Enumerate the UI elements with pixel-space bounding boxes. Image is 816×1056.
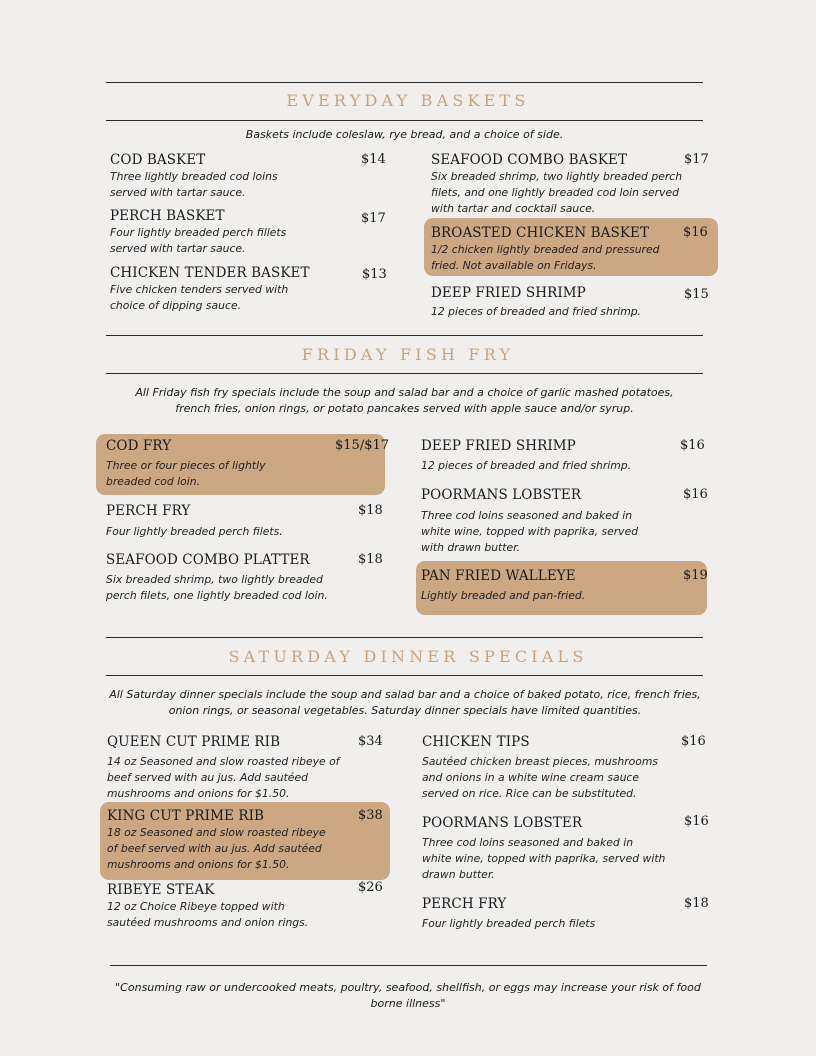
menu-item-broasted-chicken-basket [431,224,706,274]
menu-item-deep-fried-shrimp-friday [421,437,706,474]
item-description: Three cod loins seasoned and baked in white wine, topped with paprika, served with drawn butter. [421,509,639,554]
item-name: SEAFOOD COMBO BASKET [431,152,628,168]
item-name: QUEEN CUT PRIME RIB [107,734,281,750]
menu-item-perch-fry [106,502,383,540]
friday-intro: All Friday fish fry specials include the soup and salad bar and a choice of garlic mashed potatoes, french fries, onion rings, or potato pancakes served with apple sauce and/or syrup. [135,386,674,415]
menu-item-seafood-combo-basket [431,151,709,217]
item-price: $16 [683,225,708,240]
item-description: Sautéed chicken breast pieces, mushrooms and onions in a white wine cream sauce served on rice. Rice can be substituted. [422,755,659,800]
item-description: 14 oz Seasoned and slow roasted ribeye of beef served with au jus. Add sautéed mushrooms and onions for $1.50. [107,755,340,800]
item-description: Six breaded shrimp, two lightly breaded perch filets, and one lightly breaded cod loin served with tartar and cocktail sauce. [431,170,683,215]
menu-item-cod-fry [106,437,390,490]
item-name: PERCH FRY [106,503,191,519]
item-price: $15/$17 [335,438,390,453]
menu-item-king-cut-prime-rib [107,807,381,873]
menu-item-queen-cut-prime-rib [107,733,381,802]
item-name: RIBEYE STEAK [107,882,215,898]
item-name: PERCH FRY [422,896,507,912]
everyday-section-title: EVERYDAY BASKETS [286,91,530,110]
item-description: 18 oz Seasoned and slow roasted ribeye of beef served with au jus. Add sautéed mushrooms and onions for $1.50. [107,826,326,871]
friday-top-divider [106,335,703,336]
saturday-top-divider [106,637,703,638]
item-name: DEEP FRIED SHRIMP [421,438,576,454]
item-description: Three lightly breaded cod loins served with tartar sauce. [110,170,278,199]
menu-item-chicken-tender-basket [110,264,387,314]
saturday-intro: All Saturday dinner specials include the soup and salad bar and a choice of baked potato, rice, french fries, onion rings, or seasonal vegetables. Saturday dinner specials have limited quantities. [109,688,701,717]
item-description: 12 pieces of breaded and fried shrimp. [421,459,632,472]
item-description: Five chicken tenders served with choice of dipping sauce. [110,283,289,312]
food-safety-disclaimer: "Consuming raw or undercooked meats, poultry, seafood, shellfish, or eggs may increase your risk of food borne illness" [115,981,701,1010]
menu-item-chicken-tips [422,733,706,802]
menu-item-poormans-lobster-friday [421,486,706,556]
item-name: COD BASKET [110,152,206,168]
menu-item-perch-fry-saturday [422,895,709,932]
menu-item-perch-basket [110,207,386,257]
item-description: Three or four pieces of lightly breaded cod loin. [106,459,266,488]
saturday-section-title: SATURDAY DINNER SPECIALS [228,647,588,666]
footer-divider [110,965,707,966]
item-price: $14 [361,152,386,167]
item-price: $38 [358,808,383,823]
item-description: 12 pieces of breaded and fried shrimp. [431,305,642,318]
friday-title-divider [106,373,703,374]
item-price: $16 [680,438,705,453]
item-price: $17 [684,152,709,167]
item-description: Four lightly breaded perch fillets served with tartar sauce. [110,226,287,255]
saturday-title-divider [106,675,703,676]
item-name: DEEP FRIED SHRIMP [431,285,586,301]
friday-section-title: FRIDAY FISH FRY [301,345,515,364]
item-price: $15 [684,287,709,302]
item-price: $16 [681,734,706,749]
everyday-title-divider [106,120,703,121]
item-name: COD FRY [106,438,172,454]
item-price: $26 [358,880,383,895]
item-name: PAN FRIED WALLEYE [421,568,576,584]
item-price: $34 [358,734,383,749]
item-name: POORMANS LOBSTER [422,815,583,831]
menu-item-seafood-combo-platter [106,551,383,604]
item-price: $18 [358,552,383,567]
item-name: SEAFOOD COMBO PLATTER [106,552,310,568]
item-price: $17 [361,211,386,226]
item-price: $19 [683,568,708,583]
item-name: POORMANS LOBSTER [421,487,582,503]
menu-item-pan-fried-walleye [421,567,706,604]
item-name: CHICKEN TIPS [422,734,530,750]
item-description: Lightly breaded and pan-fried. [421,589,586,602]
item-name: CHICKEN TENDER BASKET [110,265,310,281]
item-price: $18 [684,896,709,911]
menu-item-ribeye-steak [107,881,381,931]
item-description: Six breaded shrimp, two lightly breaded perch filets, one lightly breaded cod loin. [106,573,328,602]
top-divider [106,82,703,83]
item-description: Four lightly breaded perch filets [422,917,596,930]
menu-item-poormans-lobster-saturday [422,814,709,883]
item-price: $16 [684,814,709,829]
item-price: $16 [683,487,708,502]
everyday-intro: Baskets include coleslaw, rye bread, and a choice of side. [245,128,564,141]
item-name: PERCH BASKET [110,208,225,224]
item-description: Three cod loins seasoned and baked in white wine, topped with paprika, served with drawn butter. [422,836,666,881]
item-price: $18 [358,503,383,518]
item-description: Four lightly breaded perch filets. [106,525,283,538]
item-price: $13 [362,267,387,282]
menu-item-cod-basket [110,151,386,201]
item-name: BROASTED CHICKEN BASKET [431,225,650,241]
item-description: 1/2 chicken lightly breaded and pressured fried. Not available on Fridays. [431,243,660,272]
item-description: 12 oz Choice Ribeye topped with sautéed mushrooms and onion rings. [107,900,309,929]
menu-item-deep-fried-shrimp [431,284,709,320]
item-name: KING CUT PRIME RIB [107,808,265,824]
